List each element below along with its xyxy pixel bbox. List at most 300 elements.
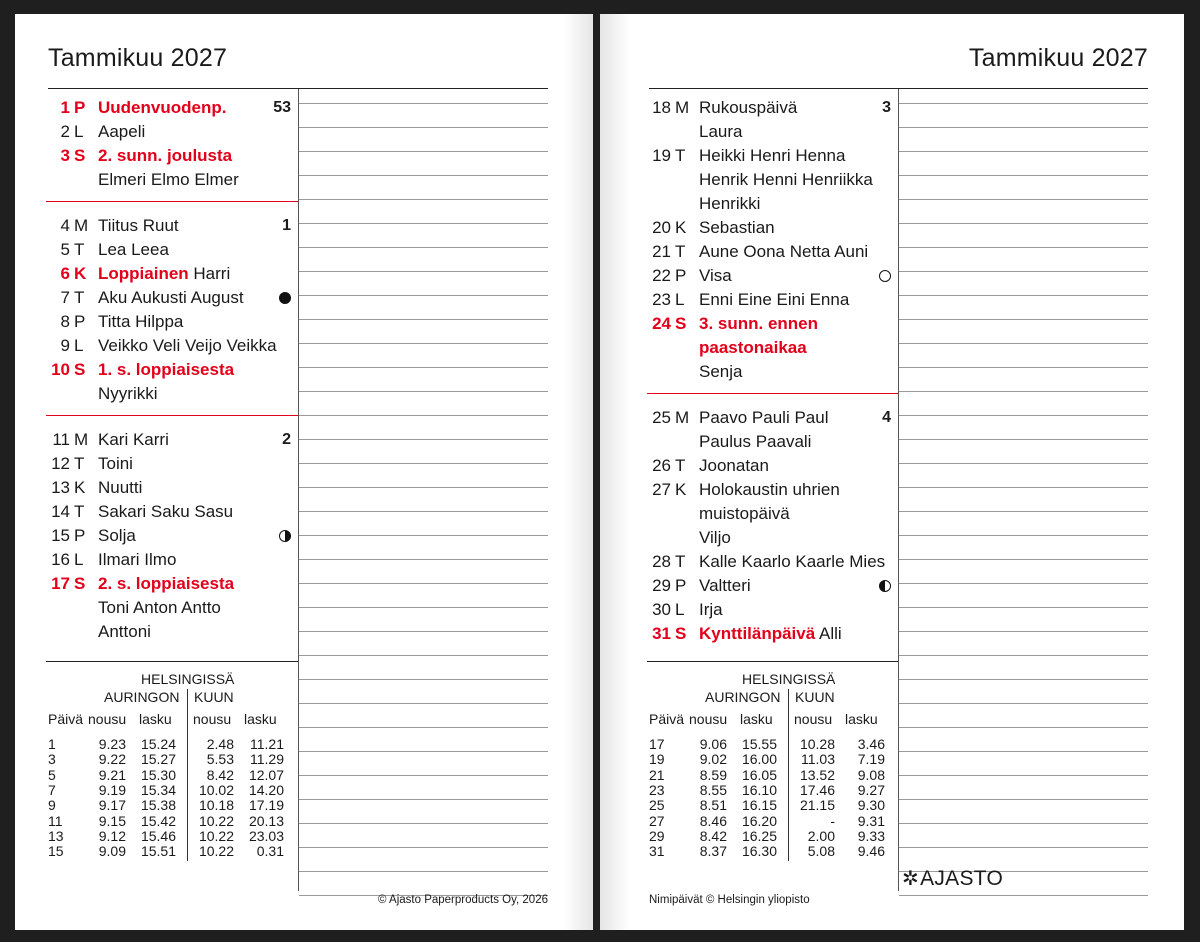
name-continued: Paulus Paavali (699, 432, 812, 451)
weekday-letter: T (74, 288, 85, 307)
day-row (649, 550, 891, 574)
sun-column-header: Päivä (649, 711, 685, 727)
day-number: 5 (60, 240, 70, 259)
writing-line (299, 223, 548, 224)
moonrise: 10.18 (198, 797, 234, 814)
moonrise: 5.53 (206, 751, 234, 768)
day-name: Sebastian (699, 218, 775, 237)
moonset: 20.13 (248, 812, 284, 829)
day-number: 15 (51, 526, 70, 545)
moonrise: - (830, 812, 835, 829)
writing-line (299, 343, 548, 344)
weekday-letter: L (74, 336, 84, 355)
weekday-letter: T (74, 454, 85, 473)
day-name: Aapeli (98, 122, 146, 141)
writing-line (299, 727, 548, 728)
day-name: Valtteri (699, 576, 751, 595)
day-row (649, 144, 891, 168)
sunrise: 9.09 (98, 843, 126, 860)
sun-column-header: lasku (845, 711, 878, 727)
writing-line (899, 391, 1148, 392)
table-day: 5 (48, 766, 56, 783)
sun-table-row (15, 797, 593, 813)
day-name: Irja (699, 600, 723, 619)
day-row (649, 312, 891, 336)
sunrise: 9.22 (98, 751, 126, 768)
week-number: 3 (882, 99, 891, 116)
day-row (48, 548, 291, 572)
writing-line (899, 727, 1148, 728)
sunrise: 9.02 (699, 751, 727, 768)
sun-column-header: nousu (193, 711, 232, 727)
writing-line (299, 439, 548, 440)
day-row (649, 478, 891, 502)
writing-line (899, 343, 1148, 344)
moon-column-group: KUUN (194, 689, 234, 705)
day-name: Sakari Saku Sasu (98, 502, 234, 521)
name-continued: Senja (699, 362, 743, 381)
moonset: 9.33 (857, 827, 885, 844)
weekday-letter: T (675, 552, 686, 571)
sunrise: 8.42 (699, 827, 727, 844)
writing-line (899, 895, 1148, 896)
writing-line (899, 175, 1148, 176)
sun-table-row (15, 751, 593, 767)
sun-column-header: lasku (244, 711, 277, 727)
day-name: Aune Oona Netta Auni (699, 242, 869, 261)
holiday-name: 1. s. loppiaisesta (98, 360, 235, 379)
sun-column-header: Päivä (48, 711, 84, 727)
moonset: 9.08 (857, 766, 885, 783)
day-number: 31 (652, 624, 671, 643)
weekday-letter: L (74, 550, 84, 569)
name-continued: muistopäivä (699, 504, 790, 523)
table-day: 23 (649, 781, 665, 798)
moonset: 7.19 (857, 751, 885, 768)
moonset: 9.46 (857, 843, 885, 860)
day-name: Ilmari Ilmo (98, 550, 177, 569)
sun-column-header: nousu (689, 711, 728, 727)
writing-line (299, 559, 548, 560)
day-name (98, 358, 234, 382)
writing-line (299, 151, 548, 152)
moonset: 11.29 (250, 751, 284, 768)
name-continued: Toni Anton Antto (98, 598, 221, 617)
day-name (699, 312, 818, 336)
day-row (649, 216, 891, 240)
table-day: 3 (48, 751, 56, 768)
writing-line (899, 463, 1148, 464)
writing-line (299, 583, 548, 584)
day-number: 6 (60, 264, 70, 283)
day-number: 1 (60, 98, 70, 117)
day-name: Lea Leea (98, 240, 169, 259)
day-name: Nuutti (98, 478, 143, 497)
writing-line (899, 655, 1148, 656)
day-name (98, 144, 232, 168)
weekday-letter: K (675, 218, 687, 237)
sun-table-row (600, 843, 1184, 859)
writing-line (899, 559, 1148, 560)
holiday-name: Uudenvuodenp. (98, 98, 227, 117)
day-number: 27 (652, 480, 671, 499)
name-continued: Anttoni (98, 622, 151, 641)
left-page (15, 14, 593, 930)
table-day: 29 (649, 827, 665, 844)
sun-table-row (600, 767, 1184, 783)
table-day: 11 (48, 812, 63, 829)
table-day: 1 (48, 736, 56, 752)
day-name (98, 572, 234, 596)
day-name: Holokaustin uhrien (699, 480, 840, 499)
writing-line (899, 679, 1148, 680)
sun-table-rule (647, 661, 898, 662)
table-day: 31 (649, 843, 665, 860)
writing-line (299, 607, 548, 608)
moonrise: 10.02 (198, 781, 234, 798)
writing-line (299, 319, 548, 320)
sunset: 15.38 (140, 797, 176, 814)
moonset: 23.03 (248, 827, 284, 844)
day-row (48, 358, 291, 382)
sun-table-row (15, 828, 593, 844)
moonset: 14.20 (248, 781, 284, 798)
writing-line (899, 703, 1148, 704)
writing-line (299, 535, 548, 536)
day-row (48, 500, 291, 524)
sunrise: 9.12 (98, 827, 126, 844)
day-number: 3 (60, 146, 70, 165)
day-name: Veikko Veli Veijo Veikka (98, 336, 277, 355)
day-row (48, 476, 291, 500)
name-continued: Viljo (699, 528, 731, 547)
sunset: 16.25 (741, 827, 777, 844)
moonrise: 17.46 (799, 781, 835, 798)
weekday-letter: M (74, 430, 89, 449)
sunset: 16.15 (741, 797, 777, 814)
weekday-letter: T (74, 240, 85, 259)
moonset: 9.27 (857, 781, 885, 798)
writing-line (299, 655, 548, 656)
day-row (649, 264, 891, 288)
writing-line (899, 511, 1148, 512)
day-number: 13 (51, 478, 70, 497)
sunset: 16.05 (741, 766, 777, 783)
day-name: Kynttilänpäivä Alli (699, 624, 842, 643)
sun-table-row (600, 828, 1184, 844)
moonrise: 2.00 (807, 827, 835, 844)
sun-column-group: AURINGON (104, 689, 180, 705)
day-number: 7 (60, 288, 70, 307)
day-row (48, 238, 291, 262)
weekday-letter: T (675, 146, 686, 165)
name-continued: Laura (699, 122, 743, 141)
day-row (649, 574, 891, 598)
holiday-name: Loppiainen (98, 264, 189, 283)
day-name (98, 96, 226, 120)
weekday-letter: P (675, 576, 687, 595)
writing-line (899, 439, 1148, 440)
day-row (649, 454, 891, 478)
moonrise: 10.22 (198, 843, 234, 860)
sunset: 16.20 (741, 812, 777, 829)
name-continued: Nyyrikki (98, 384, 158, 403)
writing-line (299, 247, 548, 248)
day-row (649, 598, 891, 622)
writing-line (899, 151, 1148, 152)
moonset: 12.07 (248, 766, 284, 783)
table-day: 17 (649, 736, 665, 752)
day-name: Enni Eine Eini Enna (699, 290, 850, 309)
moonrise: 10.22 (198, 827, 234, 844)
sunrise: 9.23 (98, 736, 126, 752)
weekday-letter: S (74, 360, 86, 379)
day-number: 8 (60, 312, 70, 331)
sun-table-location: HELSINGISSÄ (141, 671, 235, 687)
holiday-name: 2. s. loppiaisesta (98, 574, 235, 593)
day-number: 24 (652, 314, 671, 333)
sun-table-row (15, 843, 593, 859)
sun-table-location: HELSINGISSÄ (742, 671, 836, 687)
namedays-footer: Nimipäivät © Helsingin yliopisto (649, 894, 810, 906)
writing-line (299, 511, 548, 512)
day-name: Joonatan (699, 456, 769, 475)
day-name: Tiitus Ruut (98, 216, 179, 235)
writing-line (899, 271, 1148, 272)
weekday-letter: K (675, 480, 687, 499)
week-number: 2 (282, 431, 291, 448)
month-title: Tammikuu 2027 (48, 44, 228, 72)
writing-line (299, 631, 548, 632)
moonrise: 10.22 (198, 812, 234, 829)
week-number: 1 (282, 217, 291, 234)
writing-line (899, 295, 1148, 296)
month-title: Tammikuu 2027 (968, 44, 1148, 72)
day-number: 10 (51, 360, 70, 379)
day-number: 26 (652, 456, 671, 475)
table-day: 15 (48, 843, 64, 860)
sun-table-row (600, 797, 1184, 813)
sunrise: 8.37 (699, 843, 727, 860)
writing-line (899, 247, 1148, 248)
writing-line (899, 607, 1148, 608)
writing-line (299, 487, 548, 488)
day-number: 25 (652, 408, 671, 427)
holiday-name: Kynttilänpäivä (699, 624, 816, 643)
day-row (48, 120, 291, 144)
day-number: 17 (51, 574, 70, 593)
logo-flower-icon: ✲ (902, 868, 920, 890)
writing-line (299, 271, 548, 272)
day-number: 21 (652, 242, 671, 261)
writing-line (899, 367, 1148, 368)
weekday-letter: L (74, 122, 84, 141)
moon-phase-icon (879, 580, 891, 592)
day-name: Titta Hilppa (98, 312, 184, 331)
copyright-footer: © Ajasto Paperproducts Oy, 2026 (378, 894, 548, 906)
week-separator (647, 393, 898, 394)
writing-line (899, 199, 1148, 200)
writing-line (299, 871, 548, 872)
sun-column-header: nousu (88, 711, 127, 727)
weekday-letter: S (74, 574, 86, 593)
writing-line (299, 199, 548, 200)
moonrise: 10.28 (799, 736, 835, 752)
writing-line (299, 127, 548, 128)
sunset: 16.10 (741, 781, 777, 798)
holiday-name: 2. sunn. joulusta (98, 146, 233, 165)
moonrise: 2.48 (206, 736, 234, 752)
day-row (48, 310, 291, 334)
weekday-letter: S (675, 314, 687, 333)
day-row (48, 334, 291, 358)
table-day: 27 (649, 812, 665, 829)
day-name: Kari Karri (98, 430, 169, 449)
day-number: 29 (652, 576, 671, 595)
weekday-letter: P (74, 98, 86, 117)
moonset: 9.31 (857, 812, 885, 829)
moon-phase-icon (279, 292, 291, 304)
week-number: 53 (273, 99, 291, 116)
weekday-letter: K (74, 478, 86, 497)
moonrise: 13.52 (799, 766, 835, 783)
writing-line (899, 415, 1148, 416)
table-day: 13 (48, 827, 64, 844)
day-number: 9 (60, 336, 70, 355)
sun-table-row (15, 736, 593, 752)
sun-table-row (600, 813, 1184, 829)
writing-line (899, 631, 1148, 632)
day-row (48, 96, 291, 120)
table-day: 7 (48, 781, 56, 798)
moonset: 17.19 (248, 797, 284, 814)
weekday-letter: S (675, 624, 687, 643)
day-number: 20 (652, 218, 671, 237)
moonset: 9.30 (857, 797, 885, 814)
day-row (48, 524, 291, 548)
writing-line (299, 367, 548, 368)
day-row (48, 214, 291, 238)
day-name: Aku Aukusti August (98, 288, 244, 307)
weekday-letter: T (675, 456, 686, 475)
day-name: Toini (98, 454, 133, 473)
sunset: 15.24 (140, 736, 176, 752)
sunset: 15.51 (140, 843, 176, 860)
weekday-letter: T (675, 242, 686, 261)
sunrise: 9.19 (98, 781, 126, 798)
weekday-letter: K (74, 264, 87, 283)
sun-table-row (15, 782, 593, 798)
day-name: Kalle Kaarlo Kaarle Mies (699, 552, 886, 571)
sun-column-header: lasku (139, 711, 172, 727)
table-day: 21 (649, 766, 665, 783)
moonrise: 8.42 (206, 766, 234, 783)
writing-line (299, 175, 548, 176)
writing-line (899, 127, 1148, 128)
day-number: 12 (51, 454, 70, 473)
sun-table-row (600, 782, 1184, 798)
day-row (649, 240, 891, 264)
writing-line (299, 415, 548, 416)
day-number: 4 (60, 216, 70, 235)
name-continued: Elmeri Elmo Elmer (98, 170, 239, 189)
sun-column-header: nousu (794, 711, 833, 727)
moonset: 0.31 (256, 843, 284, 860)
holiday-name: 3. sunn. ennen (699, 314, 819, 333)
day-row (48, 262, 291, 286)
day-number: 11 (52, 430, 70, 449)
table-day: 25 (649, 797, 665, 814)
sun-table-row (15, 813, 593, 829)
weekday-letter: L (675, 290, 685, 309)
weekday-letter: L (675, 600, 685, 619)
moon-phase-icon (879, 270, 891, 282)
week-number: 4 (882, 409, 891, 426)
sunset: 15.46 (140, 827, 176, 844)
ajasto-logo: ✲AJASTO (902, 867, 1004, 890)
writing-line (299, 703, 548, 704)
weekday-letter: P (74, 526, 86, 545)
sunset: 15.55 (741, 736, 777, 752)
sun-column-header: lasku (740, 711, 773, 727)
sunrise: 9.15 (98, 812, 126, 829)
sunset: 15.42 (140, 812, 176, 829)
day-row (48, 428, 291, 452)
writing-line (299, 295, 548, 296)
sun-column-group: AURINGON (705, 689, 781, 705)
day-row (48, 572, 291, 596)
writing-line (899, 487, 1148, 488)
writing-line (899, 319, 1148, 320)
writing-line (299, 391, 548, 392)
day-name: Heikki Henri Henna (699, 146, 846, 165)
sunset: 16.00 (741, 751, 777, 768)
sunrise: 9.06 (699, 736, 727, 752)
weekday-letter: M (74, 216, 89, 235)
day-name: Rukouspäivä (699, 98, 798, 117)
moon-phase-icon (279, 530, 291, 542)
day-row (48, 286, 291, 310)
day-name: Loppiainen Harri (98, 264, 231, 283)
weekday-letter: M (675, 408, 690, 427)
writing-line (899, 583, 1148, 584)
day-row (649, 406, 891, 430)
week-separator (46, 201, 298, 202)
writing-line (899, 223, 1148, 224)
sunrise: 8.46 (699, 812, 727, 829)
sunrise: 9.17 (98, 797, 126, 814)
writing-line (299, 679, 548, 680)
right-page (600, 14, 1184, 930)
writing-line (299, 103, 548, 104)
moon-column-group: KUUN (795, 689, 835, 705)
sunset: 15.30 (140, 766, 176, 783)
day-name: Solja (98, 526, 136, 545)
weekday-letter: P (675, 266, 687, 285)
day-number: 28 (652, 552, 671, 571)
day-number: 14 (51, 502, 70, 521)
name-continued: Henrikki (699, 194, 761, 213)
moonrise: 5.08 (807, 843, 835, 860)
day-number: 23 (652, 290, 671, 309)
day-number: 18 (652, 98, 671, 117)
moonset: 3.46 (857, 736, 885, 752)
day-number: 22 (652, 266, 671, 285)
day-number: 16 (51, 550, 70, 569)
sunset: 15.27 (140, 751, 176, 768)
weekday-letter: S (74, 146, 86, 165)
sunrise: 8.55 (699, 781, 727, 798)
